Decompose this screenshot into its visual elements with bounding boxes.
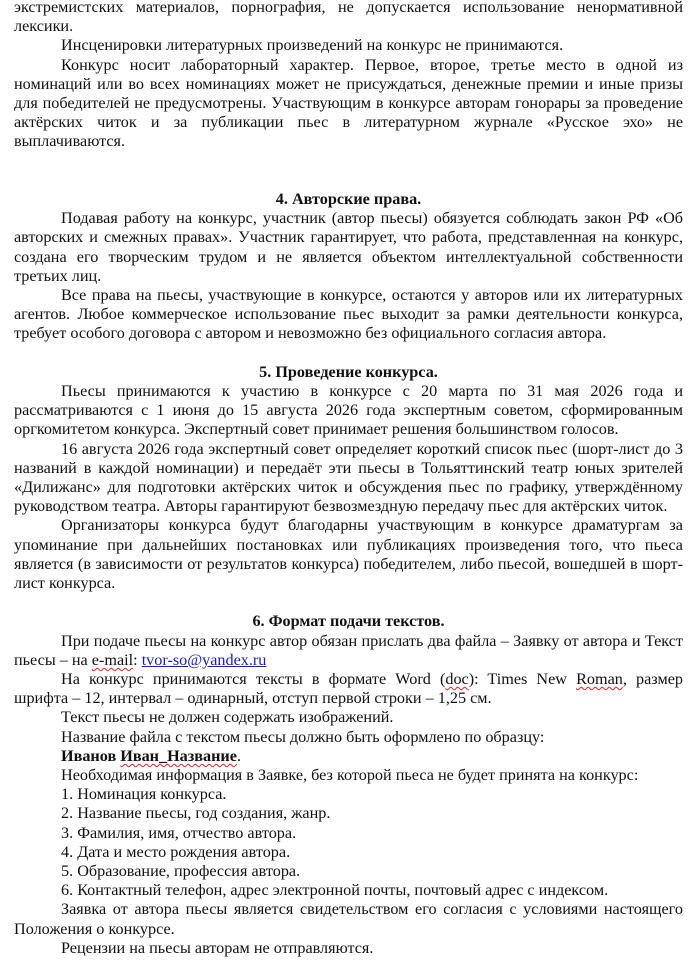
list-item: 2. Название пьесы, год создания, жанр. <box>61 804 331 823</box>
list-item: 6. Контактный телефон, адрес электронной почты, почтовый адрес с индексом. <box>61 881 609 900</box>
section-6-paragraph-1 <box>14 632 683 670</box>
intro-paragraph-2: Конкурс носит лабораторный характер. Первое, второе, третье место в одной из номинаций или во всех номинациях может не присуждаться, денежные премии и иные призы для победителей не предусмотрены. Участвующим в конкурсе авторам гонорары за проведение актёрских читок и за публикации пьес в литературном журнале «Русское эхо» не выплачиваются. <box>14 55 683 151</box>
section-5-paragraph-2: 16 августа 2026 года экспертный совет определяет короткий список пьес (шорт-лист до 3 названий в каждой номинации) и передаёт эти пьесы в Тольяттинский театр юных зрителей «Дилижанс» для подготовки актёрских читок и обсуждения пьес по графику, утверждённому руководством театра. Авторы гарантируют безвозмездную передачу пьес для актёрских читок. <box>14 439 683 516</box>
section-5-paragraph-1: Пьесы принимаются к участию в конкурсе с 20 марта по 31 мая 2026 года и рассматриваются с 1 июня до 15 августа 2026 года экспертным советом, сформированным оргкомитетом конкурса. Экспертный совет принимает решения большинством голосов. <box>14 382 683 439</box>
section-6-paragraph-6: Заявка от автора пьесы является свидетельством его согласия с условиями настоящего Положения о конкурсе. <box>14 900 683 938</box>
format-doc: doc <box>445 670 469 689</box>
email-link[interactable]: tvor-so@yandex.ru <box>141 650 267 669</box>
format-roman: Roman <box>576 670 623 689</box>
sample-dot: . <box>236 746 241 765</box>
list-item: 3. Фамилия, имя, отчество автора. <box>61 823 297 842</box>
spacer <box>14 593 683 612</box>
section-4-paragraph-2: Все права на пьесы, участвующие в конкурсе, остаются у авторов или их литературных агентов. Любое коммерческое использование пьес выходит за рамки деятельности конкурса, требует особого договора с автором и невозможно без официального согласия автора. <box>14 286 683 343</box>
format-text-c: , размер шрифта – 12, интервал – одинарный, отступ первой строки – 1,25 см. <box>14 670 683 708</box>
sample-surname: Иванов <box>61 746 121 765</box>
section-4-heading: 4. Авторские права. <box>275 190 422 208</box>
list-item: 1. Номинация конкурса. <box>61 785 227 804</box>
section-6-paragraph-3: Текст пьесы не должен содержать изображений. <box>61 708 394 727</box>
email-label: e-mail <box>91 650 134 669</box>
section-5-paragraph-3: Организаторы конкурса будут благодарны участвующим в конкурсе драматургам за упоминание при дальнейших постановках или публикациях произведения того, что пьеса является (в зависимости от результатов конкурса) победителем, либо пьесой, вошедшей в шорт-лист конкурса. <box>14 516 683 593</box>
section-5-heading: 5. Проведение конкурса. <box>259 362 438 381</box>
section-6-heading: 6. Формат подачи текстов. <box>252 612 445 631</box>
spacer <box>14 344 683 363</box>
section-6-paragraph-4: Название файла с текстом пьесы должно быть оформлено по образцу: <box>61 727 545 746</box>
spacer <box>14 171 683 190</box>
format-text-b: ): Times New <box>468 670 577 689</box>
list-item: 4. Дата и место рождения автора. <box>61 842 291 861</box>
section-6-paragraph-2 <box>14 670 683 708</box>
section-6-paragraph-7: Рецензии на пьесы авторам не отправляются. <box>61 938 374 957</box>
section-6-paragraph-5: Необходимая информация в Заявке, без которой пьеса не будет принята на конкурс: <box>61 766 639 785</box>
format-text-a: На конкурс принимаются тексты в формате Word ( <box>61 670 446 689</box>
intro-paragraph-0: экстремистских материалов, порнография, не допускается использование ненормативной лексики. <box>14 0 683 36</box>
spacer <box>14 152 683 171</box>
list-item: 5. Образование, профессия автора. <box>61 862 301 881</box>
colon: : <box>133 650 142 669</box>
intro-paragraph-1: Инсценировки литературных произведений на конкурс не принимаются. <box>61 36 564 55</box>
submission-text: При подаче пьесы на конкурс автор обязан прислать два файла – Заявку от автора и Текст пьесы – на <box>14 631 683 669</box>
section-4-paragraph-1: Подавая работу на конкурс, участник (автор пьесы) обязуется соблюдать закон РФ «Об авторских и смежных правах». Участник гарантирует, что работа, представленная на конкурс, создана его творческим трудом и не является объектом интеллектуальной собственности третьих лиц. <box>14 209 683 285</box>
filename-sample <box>14 747 683 766</box>
sample-name-title: Иван_Название <box>120 746 237 765</box>
